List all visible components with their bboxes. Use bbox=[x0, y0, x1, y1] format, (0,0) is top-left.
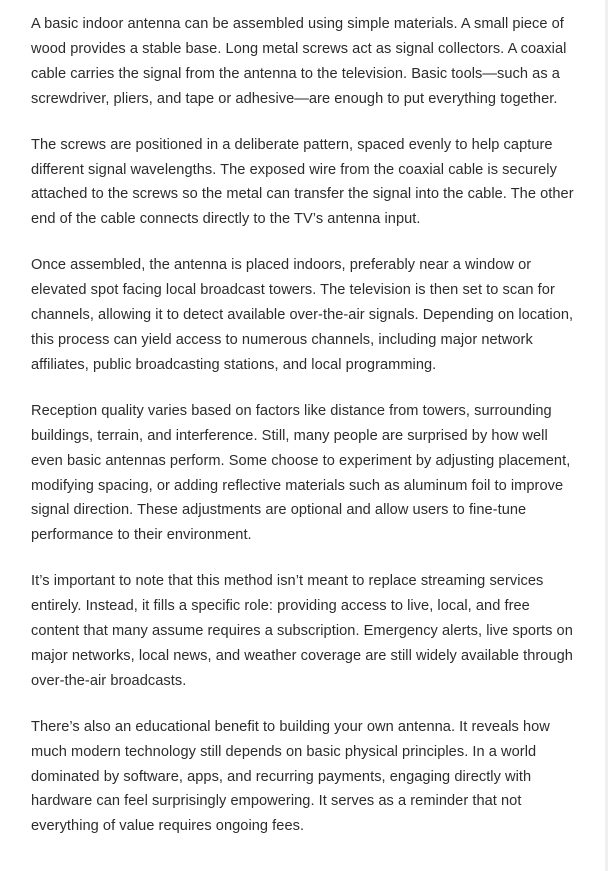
paragraph-educational-benefit: There’s also an educational benefit to building your own antenna. It reveals how much modern technology still depends on basic physical principles. In a world dominated by software, apps, and recurring payments, engaging directly with hardware can feel surprisingly empowering. It serves as a reminder that not everything of value requires ongoing fees. bbox=[31, 718, 550, 835]
paragraph-placement-scan: Once assembled, the antenna is placed indoors, preferably near a window or elevated spot facing local broadcast towers. The television is then set to scan for channels, allowing it to detect available over-the-air signals. Depending on location, this process can yield access to numerous channels, including major network affiliates, public broadcasting stations, and local programming. bbox=[31, 257, 574, 373]
paragraph-not-replacement: It’s important to note that this method isn’t meant to replace streaming services entirely. Instead, it fills a specific role: providing access to live, local, and free content that many assume requires a subscription. Emergency alerts, live sports on major networks, local news, and weather coverage are still widely available through over-the-air broadcasts. bbox=[31, 573, 573, 689]
paragraph-materials: A basic indoor antenna can be assembled using simple materials. A small piece of wood provides a stable base. Long metal screws act as signal collectors. A coaxial cable carries the signal from the antenna to the television. Basic tools—such as a screwdriver, pliers, and tape or adhesive—are enough to put everything together. bbox=[31, 16, 567, 107]
paragraph-reception-quality: Reception quality varies based on factors like distance from towers, surrounding buildings, terrain, and interference. Still, many people are surprised by how well even basic antennas perform. Some choose to experiment by adjusting placement, modifying spacing, or adding reflective materials such as aluminum foil to improve signal direction. These adjustments are optional and allow users to fine-tune performance to their environment. bbox=[31, 402, 571, 544]
paragraph-screw-pattern: The screws are positioned in a deliberate pattern, spaced evenly to help capture different signal wavelengths. The exposed wire from the coaxial cable is securely attached to the screws so the metal can transfer the signal into the cable. The other end of the cable connects directly to the TV’s antenna input. bbox=[31, 136, 574, 228]
article-body bbox=[31, 12, 579, 860]
